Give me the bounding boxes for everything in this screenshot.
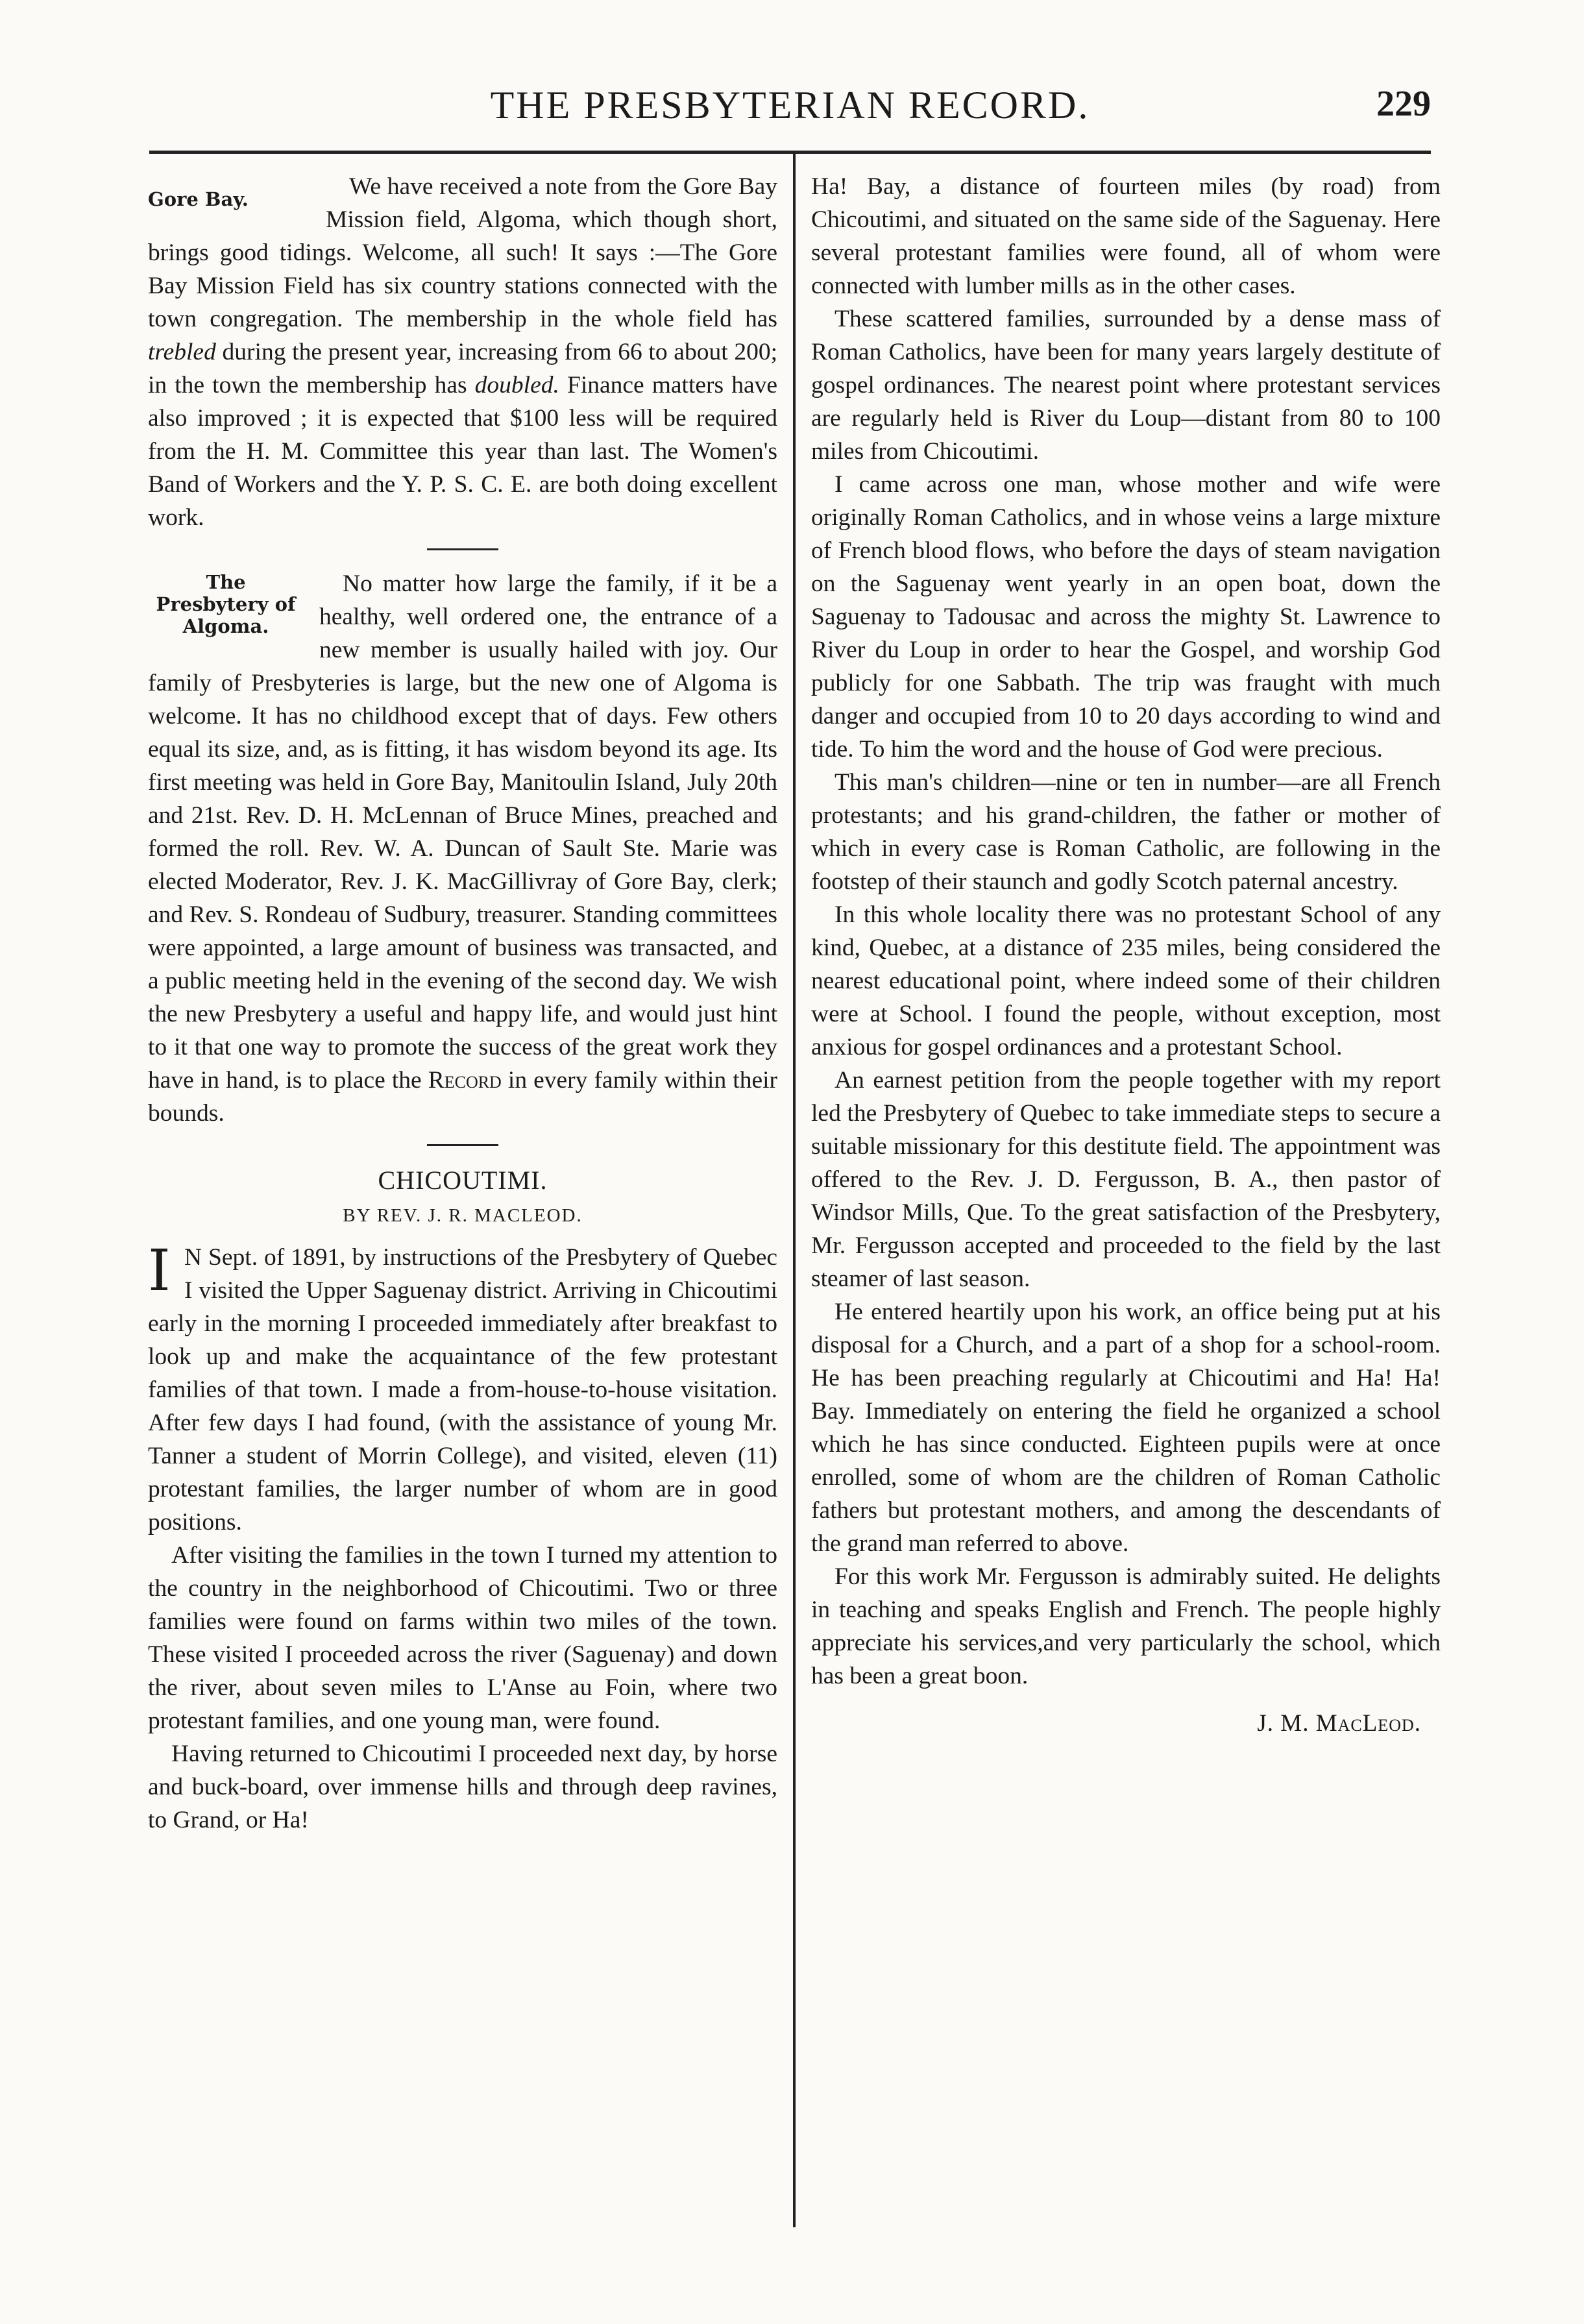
section-separator: [427, 548, 498, 550]
article-title: CHICOUTIMI.: [378, 1166, 548, 1195]
algoma-article: [148, 567, 777, 1130]
header-rule: [149, 151, 1431, 154]
drop-cap: I: [148, 1237, 171, 1304]
article-paragraph: In this whole locality there was no protestant School of any kind, Quebec, at a distance of 235 miles, being considered the nearest educational point, where indeed some of their children were at School. I found the people, without exception, most anxious for gospel ordinances and a protestant School.: [811, 901, 1441, 1060]
article-paragraph: An earnest petition from the people together with my report led the Presbytery of Quebec to take immediate steps to secure a suitable missionary for this destitute field. The appointment was offered to the Rev. J. D. Fergusson, B. A., then pastor of Windsor Mills, Que. To the great satisfaction of the Presbytery, Mr. Fergusson accepted and proceeded to the field by the last steamer of last season.: [811, 1067, 1441, 1292]
text-run-smallcaps: Record: [428, 1067, 502, 1094]
page-number: 229: [1376, 84, 1431, 124]
article-byline: BY REV. J. R. MACLEOD.: [343, 1205, 583, 1226]
gore-bay-article: [148, 170, 777, 534]
text-run: No matter how large the family, if it be a healthy, well ordered one, the entrance of a new member is usually hailed with joy. Our family of Presbyteries is large, but the new one of Algoma is welcome. It has no childhood except that of days. Few others equal its size, and, as is fitting, it has wisdom beyond its age. Its first meeting was held in Gore Bay, Manitoulin Island, July 20th and 21st. Rev. D. H. McLennan of Bruce Mines, preached and formed the roll. Rev. W. A. Duncan of Sault Ste. Marie was elected Moderator, Rev. J. K. MacGillivray of Gore Bay, clerk; and Rev. S. Rondeau of Sudbury, treasurer. Standing committees were appointed, a large amount of business was transacted, and a public meeting held in the evening of the second day. We wish the new Presbytery a useful and happy life, and would just hint to it that one way to promote the success of the great work they have in hand, is to place the: [148, 570, 777, 1094]
article-paragraph: After visiting the families in the town I turned my attention to the country in the neighborhood of Chicoutimi. Two or three families were found on farms within two miles of the town. These visited I proceeded across the river (Saguenay) and down the river, about seven miles to L'Anse au Foin, where two protestant families, and one young man, were found.: [148, 1542, 777, 1734]
chicoutimi-article: [148, 1163, 777, 1837]
text-run: We have received a note from the Gore Bay Mission field, Algoma, which though short, brings good tidings. Welcome, all such! It says :—The Gore Bay Mission Field has six country stations connected with the town congregation. The membership in the whole field has: [148, 173, 777, 332]
section-separator: [427, 1144, 498, 1146]
algoma-paragraph: [148, 567, 777, 1130]
text-run: during the present year, increasing from 66 to about 200; in the town the membership has: [148, 339, 777, 398]
article-paragraph: Having returned to Chicoutimi I proceeded next day, by horse and buck-board, over immense hills and through deep ravines, to Grand, or Ha!: [148, 1741, 777, 1833]
page-header: [149, 83, 1431, 135]
running-title: THE PRESBYTERIAN RECORD.: [490, 84, 1090, 127]
gore-bay-sidehead: Gore Bay.: [148, 188, 249, 210]
column-divider: [793, 151, 796, 2227]
text-run: in every family within their bounds.: [148, 1067, 778, 1127]
text-run-italic: trebled: [148, 339, 216, 365]
gore-bay-paragraph: [148, 170, 777, 534]
text-run: Finance matters have also improved ; it is expected that $100 less will be required from the H. M. Committee this year than last. The Women's Band of Workers and the Y. P. S. C. E. are both doing excellent work.: [148, 372, 777, 531]
article-paragraph: I came across one man, whose mother and wife were originally Roman Catholics, and in whose veins a large mixture of French blood flows, who before the days of steam navigation on the Saguenay went yearly in an open boat, down the Saguenay to Tadousac and across the mighty St. Lawrence to River du Loup in order to hear the Gospel, and worship God publicly for one Sabbath. The trip was fraught with much danger and occupied from 10 to 20 days according to wind and tide. To him the word and the house of God were precious.: [811, 471, 1441, 763]
author-signature: J. M. MacLeod.: [1257, 1710, 1421, 1737]
article-paragraph: This man's children—nine or ten in number—are all French protestants; and his grand-children, the father or mother of which in every case is Roman Catholic, are following in the footstep of their staunch and godly Scotch paternal ancestry.: [811, 769, 1441, 895]
text-run-italic: doubled.: [474, 372, 559, 398]
article-paragraph: Ha! Bay, a distance of fourteen miles (by road) from Chicoutimi, and situated on the same side of the Saguenay. Here several protestant families were found, all of whom were connected with lumber mills as in the other cases.: [811, 173, 1441, 299]
article-paragraph: He entered heartily upon his work, an office being put at his disposal for a Church, and a part of a shop for a school-room. He has been preaching regularly at Chicoutimi and Ha! Ha! Bay. Immediately on entering the field he organized a school which he has since conducted. Eighteen pupils were at once enrolled, some of whom are the children of Roman Catholic fathers but protestant mothers, and among the descendants of the grand man referred to above.: [811, 1299, 1441, 1557]
text-run: N Sept. of 1891, by instructions of the Presbytery of Quebec I visited the Upper Saguenay district. Arriving in Chicoutimi early in the morning I proceeded immediately after breakfast to look up and make the acquaintance of the few protestant families of that town. I made a from-house-to-house visitation. After few days I had found, (with the assistance of young Mr. Tanner a student of Morrin College), and visited, eleven (11) protestant families, the larger number of whom are in good positions.: [148, 1244, 777, 1535]
article-paragraph: These scattered families, surrounded by a dense mass of Roman Catholics, have been for many years largely destitute of gospel ordinances. The nearest point where protestant services are regularly held is River du Loup—distant from 80 to 100 miles from Chicoutimi.: [811, 306, 1441, 465]
article-paragraph: For this work Mr. Fergusson is admirably suited. He delights in teaching and speaks English and French. The people highly appreciate his services,and very particularly the school, which has been a great boon.: [811, 1563, 1441, 1689]
article-paragraph: [148, 1237, 777, 1539]
algoma-sidehead: The Presbytery of Algoma.: [156, 571, 296, 637]
right-column: [811, 170, 1441, 1740]
left-column: [148, 170, 777, 1837]
